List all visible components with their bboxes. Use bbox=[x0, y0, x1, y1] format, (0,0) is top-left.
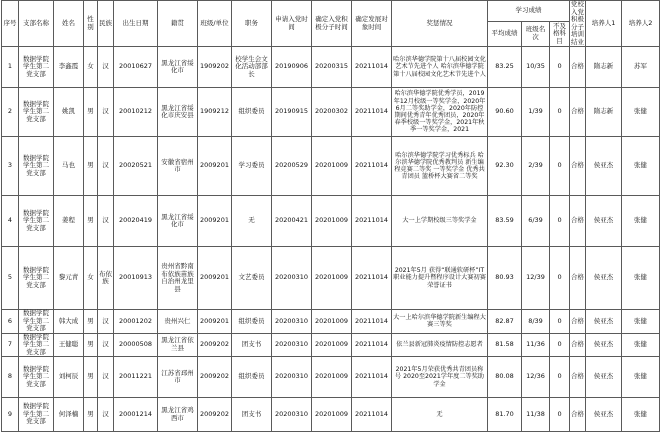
cell-birth-date: 20011221 bbox=[114, 357, 158, 398]
cell-position: 组织委员 bbox=[232, 310, 272, 334]
cell-seq: 8 bbox=[2, 357, 19, 398]
cell-position: 团支书 bbox=[232, 333, 272, 357]
cell-dev-target-date: 20211014 bbox=[352, 47, 392, 88]
cell-position: 组织委员 bbox=[232, 357, 272, 398]
cell-dev-target-date: 20211014 bbox=[352, 333, 392, 357]
cell-birth-date: 20001214 bbox=[114, 398, 158, 432]
cell-position: 团支书 bbox=[232, 398, 272, 432]
cell-name: 李鑫霞 bbox=[54, 47, 84, 88]
cell-activist-date: 20201009 bbox=[312, 310, 352, 334]
cell-awards: 无 bbox=[392, 398, 488, 432]
cell-awards: 大一上学期校级三等奖学金 bbox=[392, 196, 488, 247]
cell-position: 校学生会文化活动部部长 bbox=[232, 47, 272, 88]
cell-class-unit: 2009201 bbox=[198, 196, 232, 247]
cell-party-course: 合格 bbox=[570, 88, 586, 137]
cell-birth-date: 20010627 bbox=[114, 47, 158, 88]
table-body bbox=[2, 47, 660, 432]
cell-origin: 贵州省黔南布依族苗族自治州龙里县 bbox=[158, 247, 198, 310]
applicant-table bbox=[1, 0, 660, 432]
cell-trainer1: 侯亚杰 bbox=[586, 137, 622, 196]
header-activist-date: 确定入党积极分子时间 bbox=[312, 1, 352, 47]
cell-name: 韩大成 bbox=[54, 310, 84, 334]
cell-failed-count: 0 bbox=[550, 398, 570, 432]
cell-trainer2: 张健 bbox=[622, 310, 660, 334]
cell-gender: 男 bbox=[84, 137, 98, 196]
cell-name: 何泽楠 bbox=[54, 398, 84, 432]
cell-avg-score: 80.08 bbox=[488, 357, 522, 398]
header-trainer2: 培养人2 bbox=[622, 1, 660, 47]
cell-party-course: 合格 bbox=[570, 357, 586, 398]
header-party-course: 党校入党积极分子培训结业 bbox=[571, 0, 585, 46]
header-study-group: 学习成绩 bbox=[488, 1, 570, 22]
cell-ethnicity: 汉 bbox=[98, 357, 114, 398]
cell-seq: 2 bbox=[2, 88, 19, 137]
header-awards: 奖惩情况 bbox=[392, 1, 488, 47]
cell-trainer1: 侯亚杰 bbox=[586, 247, 622, 310]
cell-party-course: 合格 bbox=[570, 398, 586, 432]
cell-branch: 数据学院学生第二党支部 bbox=[19, 196, 54, 247]
cell-failed-count: 0 bbox=[550, 247, 570, 310]
cell-seq: 4 bbox=[2, 196, 19, 247]
cell-trainer2: 张健 bbox=[622, 398, 660, 432]
cell-branch: 数据学院学生第二党支部 bbox=[19, 88, 54, 137]
table-row bbox=[2, 47, 660, 88]
cell-failed-count: 0 bbox=[550, 88, 570, 137]
cell-apply-date: 20190915 bbox=[272, 88, 312, 137]
cell-apply-date: 20200310 bbox=[272, 247, 312, 310]
cell-name: 黎元青 bbox=[54, 247, 84, 310]
cell-failed-count: 0 bbox=[550, 196, 570, 247]
cell-trainer2: 张健 bbox=[622, 196, 660, 247]
cell-class-unit: 2009202 bbox=[198, 357, 232, 398]
table-row bbox=[2, 137, 660, 196]
cell-ethnicity: 汉 bbox=[98, 196, 114, 247]
cell-party-course: 合格 bbox=[570, 137, 586, 196]
cell-ethnicity: 汉 bbox=[98, 47, 114, 88]
cell-class-rank: 2/39 bbox=[522, 137, 550, 196]
cell-activist-date: 20201009 bbox=[312, 398, 352, 432]
cell-avg-score: 82.87 bbox=[488, 310, 522, 334]
cell-branch: 数据学院学生第二党支部 bbox=[19, 333, 54, 357]
cell-origin: 江苏省邳州市 bbox=[158, 357, 198, 398]
header-origin: 籍贯 bbox=[158, 1, 198, 47]
cell-gender: 男 bbox=[84, 398, 98, 432]
cell-trainer2: 苏军 bbox=[622, 47, 660, 88]
cell-birth-date: 20020521 bbox=[114, 137, 158, 196]
table-row bbox=[2, 310, 660, 334]
cell-seq: 9 bbox=[2, 398, 19, 432]
cell-gender: 男 bbox=[84, 196, 98, 247]
cell-avg-score: 80.93 bbox=[488, 247, 522, 310]
cell-branch: 数据学院学生第二党支部 bbox=[19, 137, 54, 196]
cell-class-unit: 2009202 bbox=[198, 333, 232, 357]
cell-name: 刘柯辰 bbox=[54, 357, 84, 398]
cell-failed-count: 0 bbox=[550, 310, 570, 334]
cell-dev-target-date: 20211014 bbox=[352, 357, 392, 398]
cell-apply-date: 20200310 bbox=[272, 310, 312, 334]
cell-gender: 男 bbox=[84, 333, 98, 357]
cell-class-unit: 1909212 bbox=[198, 88, 232, 137]
cell-dev-target-date: 20211014 bbox=[352, 137, 392, 196]
cell-origin: 黑龙江省鸡西市 bbox=[158, 398, 198, 432]
cell-origin: 安徽省宿州市 bbox=[158, 137, 198, 196]
cell-position: 文艺委员 bbox=[232, 247, 272, 310]
table-row bbox=[2, 247, 660, 310]
cell-trainer2: 张健 bbox=[622, 88, 660, 137]
cell-dev-target-date: 20211014 bbox=[352, 310, 392, 334]
header-birth-date: 出生日期 bbox=[114, 1, 158, 47]
cell-apply-date: 20200529 bbox=[272, 137, 312, 196]
cell-gender: 男 bbox=[84, 310, 98, 334]
cell-apply-date: 20200421 bbox=[272, 196, 312, 247]
cell-party-course: 合格 bbox=[570, 310, 586, 334]
cell-position: 无 bbox=[232, 196, 272, 247]
cell-party-course: 合格 bbox=[570, 47, 586, 88]
table-header bbox=[2, 1, 660, 47]
cell-gender: 男 bbox=[84, 88, 98, 137]
cell-birth-date: 20000508 bbox=[114, 333, 158, 357]
header-ethnicity: 民族 bbox=[98, 1, 114, 47]
cell-ethnicity: 布依族 bbox=[98, 247, 114, 310]
header-avg-score: 平均成绩 bbox=[488, 21, 522, 46]
cell-trainer1: 侯亚杰 bbox=[586, 398, 622, 432]
cell-ethnicity: 汉 bbox=[98, 398, 114, 432]
cell-failed-count: 0 bbox=[550, 333, 570, 357]
header-position: 职务 bbox=[232, 1, 272, 47]
cell-activist-date: 20201009 bbox=[312, 247, 352, 310]
cell-awards: 大一上哈尔滨华德学院新生编程大赛三等奖 bbox=[392, 310, 488, 334]
cell-name: 王健聪 bbox=[54, 333, 84, 357]
cell-activist-date: 20201009 bbox=[312, 333, 352, 357]
cell-class-unit: 2009201 bbox=[198, 247, 232, 310]
cell-avg-score: 81.58 bbox=[488, 333, 522, 357]
cell-failed-count: 0 bbox=[550, 47, 570, 88]
cell-activist-date: 20201009 bbox=[312, 137, 352, 196]
cell-failed-count: 0 bbox=[550, 137, 570, 196]
cell-trainer1: 侯亚杰 bbox=[586, 333, 622, 357]
cell-class-rank: 12/36 bbox=[522, 357, 550, 398]
cell-dev-target-date: 20211014 bbox=[352, 398, 392, 432]
cell-origin: 贵州兴仁 bbox=[158, 310, 198, 334]
cell-avg-score: 83.59 bbox=[488, 196, 522, 247]
cell-seq: 5 bbox=[2, 247, 19, 310]
table-row bbox=[2, 357, 660, 398]
header-class-rank: 班级名次 bbox=[522, 21, 550, 46]
cell-activist-date: 20200302 bbox=[312, 88, 352, 137]
cell-branch: 数据学院学生第二党支部 bbox=[19, 310, 54, 334]
cell-branch: 数据学院学生第二党支部 bbox=[19, 357, 54, 398]
cell-trainer1: 隋志新 bbox=[586, 47, 622, 88]
cell-name: 姜程 bbox=[54, 196, 84, 247]
cell-birth-date: 20010913 bbox=[114, 247, 158, 310]
cell-awards: 哈尔滨华德学院第十八届校园文化艺术节先进个人 哈尔滨华德学院第十八届校园文化艺术节先进个人 bbox=[392, 47, 488, 88]
cell-activist-date: 20200315 bbox=[312, 47, 352, 88]
cell-ethnicity: 汉 bbox=[98, 333, 114, 357]
cell-apply-date: 20200310 bbox=[272, 357, 312, 398]
header-seq: 序号 bbox=[2, 1, 19, 47]
cell-party-course: 合格 bbox=[570, 196, 586, 247]
cell-name: 姚凯 bbox=[54, 88, 84, 137]
cell-class-rank: 11/38 bbox=[522, 398, 550, 432]
cell-class-unit: 1909202 bbox=[198, 47, 232, 88]
cell-origin: 黑龙江省绥化市 bbox=[158, 47, 198, 88]
cell-apply-date: 20190906 bbox=[272, 47, 312, 88]
cell-awards: 2021年5月荣获优秀共青团员称号 2020至2021学年度二等奖助学金 bbox=[392, 357, 488, 398]
cell-class-rank: 8/39 bbox=[522, 310, 550, 334]
cell-origin: 黑龙江省依兰县 bbox=[158, 333, 198, 357]
cell-gender: 女 bbox=[84, 247, 98, 310]
cell-branch: 数据学院学生第二党支部 bbox=[19, 247, 54, 310]
cell-ethnicity: 汉 bbox=[98, 88, 114, 137]
cell-class-unit: 2009202 bbox=[198, 398, 232, 432]
cell-gender: 女 bbox=[84, 47, 98, 88]
cell-gender: 男 bbox=[84, 357, 98, 398]
cell-trainer1: 隋志新 bbox=[586, 88, 622, 137]
cell-avg-score: 83.25 bbox=[488, 47, 522, 88]
cell-class-rank: 1/39 bbox=[522, 88, 550, 137]
cell-avg-score: 81.70 bbox=[488, 398, 522, 432]
cell-birth-date: 20010212 bbox=[114, 88, 158, 137]
cell-activist-date: 20201009 bbox=[312, 196, 352, 247]
cell-class-unit: 2009201 bbox=[198, 310, 232, 334]
cell-trainer2: 张健 bbox=[622, 357, 660, 398]
cell-seq: 7 bbox=[2, 333, 19, 357]
cell-avg-score: 90.60 bbox=[488, 88, 522, 137]
table-row bbox=[2, 88, 660, 137]
cell-trainer1: 侯亚杰 bbox=[586, 196, 622, 247]
cell-trainer2: 张健 bbox=[622, 247, 660, 310]
cell-trainer2: 张健 bbox=[622, 137, 660, 196]
cell-trainer1: 侯亚杰 bbox=[586, 310, 622, 334]
header-apply-date: 申请入党时间 bbox=[272, 1, 312, 47]
cell-dev-target-date: 20211014 bbox=[352, 88, 392, 137]
cell-awards: 依兰县新冠肺炎疫情防控志愿者 bbox=[392, 333, 488, 357]
cell-apply-date: 20200310 bbox=[272, 333, 312, 357]
cell-party-course: 合格 bbox=[570, 333, 586, 357]
cell-origin: 黑龙江省绥化市 bbox=[158, 196, 198, 247]
header-dev-target-date: 确定发展对象时间 bbox=[352, 1, 392, 47]
cell-dev-target-date: 20211014 bbox=[352, 196, 392, 247]
table-row bbox=[2, 196, 660, 247]
cell-trainer1: 侯亚杰 bbox=[586, 357, 622, 398]
cell-party-course: 合格 bbox=[570, 247, 586, 310]
cell-class-rank: 11/36 bbox=[522, 333, 550, 357]
table-row bbox=[2, 333, 660, 357]
header-failed-count: 不及格科目 bbox=[550, 21, 570, 46]
cell-name: 马也 bbox=[54, 137, 84, 196]
cell-apply-date: 20200310 bbox=[272, 398, 312, 432]
header-name: 姓名 bbox=[54, 1, 84, 47]
header-branch: 支部名称 bbox=[19, 1, 54, 47]
header-gender: 性别 bbox=[84, 1, 98, 47]
cell-branch: 数据学院学生第二党支部 bbox=[19, 47, 54, 88]
cell-seq: 1 bbox=[2, 47, 19, 88]
cell-dev-target-date: 20211014 bbox=[352, 247, 392, 310]
header-class-unit: 班级/单位 bbox=[198, 1, 232, 47]
cell-ethnicity: 汉 bbox=[98, 137, 114, 196]
cell-awards: 哈尔滨华德学院学习优秀标兵 哈尔滨华德学院优秀教判员 新生编程竞赛二等奖 一等奖学金 优秀共青团员 篮桥杯大赛省二等奖 bbox=[392, 137, 488, 196]
cell-origin: 黑龙江省绥化市庆安县 bbox=[158, 88, 198, 137]
cell-ethnicity: 汉 bbox=[98, 310, 114, 334]
cell-branch: 数据学院学生第二党支部 bbox=[19, 398, 54, 432]
cell-trainer2: 张健 bbox=[622, 333, 660, 357]
cell-birth-date: 20020419 bbox=[114, 196, 158, 247]
cell-awards: 哈尔滨华德学院优秀学员，2019年12月校级一等奖学金，2020年6月二等奖助学金，2020年防控期间优秀青年优秀团员，2020年春季校级一等奖学金，2021年秋季一等奖学金，2021 bbox=[392, 88, 488, 137]
cell-seq: 3 bbox=[2, 137, 19, 196]
cell-class-rank: 10/35 bbox=[522, 47, 550, 88]
table-row bbox=[2, 398, 660, 432]
cell-awards: 2021年5月 获得“联通软研杯”IT职业能力提升暨程序设计大赛初赛荣誉证书 bbox=[392, 247, 488, 310]
cell-class-rank: 6/39 bbox=[522, 196, 550, 247]
cell-avg-score: 92.30 bbox=[488, 137, 522, 196]
cell-position: 组织委员 bbox=[232, 88, 272, 137]
cell-failed-count: 0 bbox=[550, 357, 570, 398]
cell-seq: 6 bbox=[2, 310, 19, 334]
cell-class-rank: 12/39 bbox=[522, 247, 550, 310]
cell-position: 学习委员 bbox=[232, 137, 272, 196]
header-trainer1: 培养人1 bbox=[586, 1, 622, 47]
cell-class-unit: 2009201 bbox=[198, 137, 232, 196]
cell-activist-date: 20201009 bbox=[312, 357, 352, 398]
cell-birth-date: 20001202 bbox=[114, 310, 158, 334]
